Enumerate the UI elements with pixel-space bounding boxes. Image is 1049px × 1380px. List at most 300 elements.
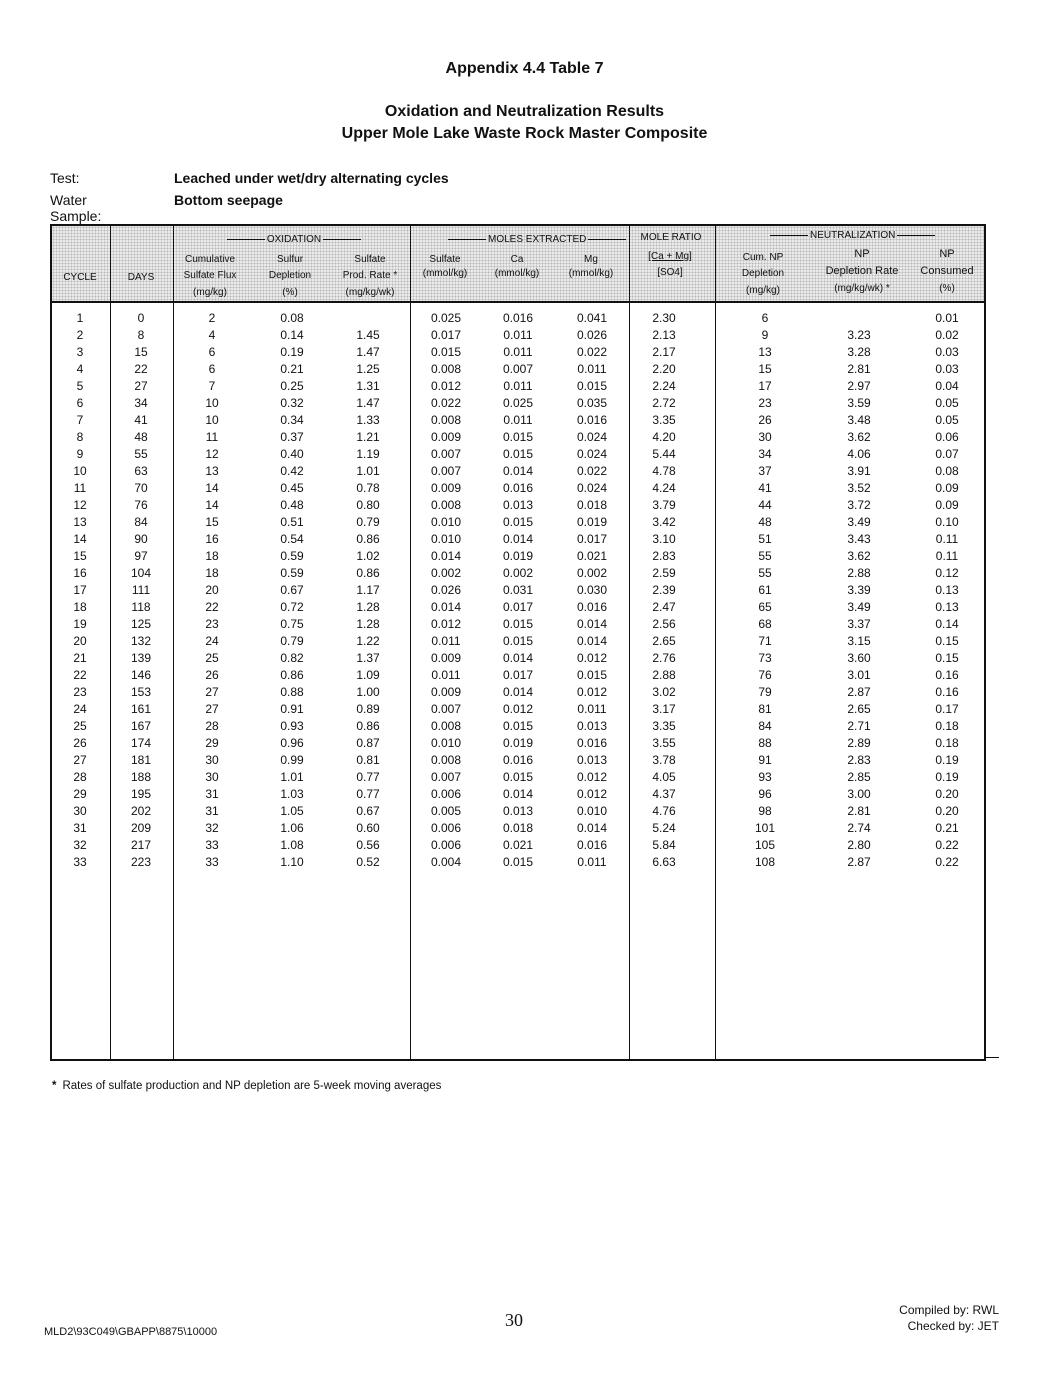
cell-cumnp: 79 [758,685,772,699]
cell-cycle: 30 [73,804,87,818]
cell-cycle: 22 [73,668,87,682]
cell-days: 8 [137,328,145,342]
cell-ca: 0.015 [502,634,534,648]
cell-so4: 0.008 [430,413,462,427]
cell-cycle: 7 [76,413,84,427]
cell-mg: 0.016 [576,838,608,852]
cell-cumnp: 44 [758,498,772,512]
cell-dep: 0.48 [280,498,304,512]
cell-so4: 0.015 [430,345,462,359]
cell-so4: 0.010 [430,532,462,546]
header-days: DAYS [127,272,155,283]
table-row [0,598,1049,615]
cell-ca: 0.018 [502,821,534,835]
cell-npcons: 0.05 [935,413,959,427]
cell-cycle: 2 [76,328,84,342]
cell-npcons: 0.09 [935,481,959,495]
cell-ca: 0.014 [502,787,534,801]
cell-rate: 0.87 [356,736,380,750]
cell-mg: 0.035 [576,396,608,410]
cell-cycle: 20 [73,634,87,648]
cell-days: 195 [130,787,152,801]
cell-dep: 0.21 [280,362,304,376]
footnote-marker: * [52,1080,57,1092]
cell-flux: 4 [208,328,216,342]
cell-dep: 0.67 [280,583,304,597]
cell-flux: 30 [205,770,219,784]
header-flux-line2: Sulfate Flux [183,270,237,281]
cell-cumnp: 48 [758,515,772,529]
header-rate-line1: Sulfate [354,254,386,265]
cell-cycle: 24 [73,702,87,716]
cell-rate: 0.89 [356,702,380,716]
cell-nprate: 2.87 [847,855,871,869]
cell-npcons: 0.05 [935,396,959,410]
cell-ca: 0.011 [503,345,533,359]
cell-nprate: 2.81 [847,362,871,376]
cell-dep: 0.91 [280,702,304,716]
cell-ratio: 4.37 [652,787,676,801]
cell-cumnp: 108 [754,855,776,869]
cell-nprate: 2.74 [847,821,871,835]
cell-npcons: 0.18 [935,736,959,750]
cell-rate: 1.19 [356,447,380,461]
cell-ratio: 2.20 [652,362,676,376]
cell-ca: 0.017 [502,668,534,682]
cell-npcons: 0.13 [935,583,959,597]
cell-cycle: 16 [73,566,87,580]
cell-mg: 0.016 [576,600,608,614]
cell-flux: 31 [205,804,219,818]
cell-mg: 0.041 [576,311,608,325]
table-row [0,530,1049,547]
header-rate-line3: (mg/kg/wk) [345,287,395,298]
cell-nprate: 2.97 [847,379,871,393]
header-nprate-line2: Depletion Rate [825,265,899,277]
table-row [0,547,1049,564]
cell-dep: 1.03 [280,787,304,801]
cell-ca: 0.025 [502,396,534,410]
table-row [0,343,1049,360]
cell-days: 139 [130,651,152,665]
cell-cumnp: 73 [758,651,772,665]
cell-npcons: 0.20 [935,804,959,818]
cell-cycle: 33 [73,855,87,869]
water-sample-value: Bottom seepage [174,192,283,208]
cell-dep: 0.19 [280,345,304,359]
cell-rate: 1.37 [356,651,380,665]
header-ratio-denominator: [SO4] [657,267,683,278]
cell-nprate: 2.88 [847,566,871,580]
cell-ca: 0.011 [503,328,533,342]
cell-cumnp: 34 [758,447,772,461]
table-row [0,496,1049,513]
cell-cycle: 21 [73,651,87,665]
cell-days: 0 [137,311,145,325]
cell-flux: 27 [205,685,219,699]
cell-dep: 0.75 [280,617,304,631]
footnote-text: Rates of sulfate production and NP depletion are 5-week moving averages [62,1080,442,1092]
cell-days: 153 [130,685,152,699]
cell-days: 84 [134,515,148,529]
cell-days: 41 [134,413,148,427]
cell-days: 223 [130,855,152,869]
cell-dep: 0.82 [280,651,304,665]
cell-npcons: 0.07 [935,447,959,461]
appendix-title: Appendix 4.4 Table 7 [445,60,604,77]
cell-flux: 28 [205,719,219,733]
cell-cycle: 17 [73,583,87,597]
file-path: MLD2\93C049\GBAPP\8875\10000 [44,1326,218,1338]
cell-ca: 0.031 [502,583,534,597]
cell-dep: 0.40 [280,447,304,461]
cell-nprate: 3.52 [847,481,871,495]
header-cumnp-line3: (mg/kg) [746,285,780,296]
cell-rate: 1.28 [356,617,380,631]
cell-ca: 0.016 [502,311,534,325]
cell-cycle: 4 [76,362,84,376]
cell-npcons: 0.21 [935,821,959,835]
cell-cumnp: 55 [758,549,772,563]
cell-so4: 0.025 [430,311,462,325]
cell-ca: 0.014 [502,532,534,546]
cell-nprate: 3.91 [847,464,871,478]
cell-cumnp: 76 [758,668,772,682]
cell-mg: 0.015 [576,379,608,393]
cell-so4: 0.007 [430,770,462,784]
cell-days: 48 [134,430,148,444]
cell-cumnp: 26 [758,413,772,427]
cell-rate: 0.56 [356,838,380,852]
table-row [0,802,1049,819]
cell-cycle: 14 [73,532,87,546]
cell-flux: 20 [205,583,219,597]
cell-days: 202 [130,804,152,818]
cell-cumnp: 93 [758,770,772,784]
cell-nprate: 3.49 [847,515,871,529]
cell-so4: 0.014 [430,549,462,563]
header-ca-line1: Ca [510,254,524,265]
cell-rate: 1.28 [356,600,380,614]
cell-ca: 0.015 [502,617,534,631]
table-row [0,819,1049,836]
table-row [0,717,1049,734]
cell-ratio: 2.83 [652,549,676,563]
cell-rate: 1.47 [356,345,380,359]
cell-so4: 0.006 [430,821,462,835]
cell-days: 97 [134,549,148,563]
cell-cumnp: 105 [754,838,776,852]
cell-dep: 0.86 [280,668,304,682]
cell-npcons: 0.16 [935,685,959,699]
cell-so4: 0.012 [430,379,462,393]
cell-npcons: 0.17 [935,702,959,716]
cell-so4: 0.004 [430,855,462,869]
cell-npcons: 0.10 [935,515,959,529]
cell-ratio: 4.05 [652,770,676,784]
cell-rate: 1.02 [356,549,380,563]
cell-flux: 6 [208,362,216,376]
cell-cumnp: 17 [758,379,772,393]
cell-npcons: 0.03 [935,362,959,376]
table-row [0,428,1049,445]
cell-flux: 27 [205,702,219,716]
cell-flux: 10 [205,413,219,427]
cell-rate: 0.77 [356,787,380,801]
cell-mg: 0.030 [576,583,608,597]
cell-cumnp: 37 [758,464,772,478]
table-row [0,615,1049,632]
cell-npcons: 0.19 [935,753,959,767]
cell-cycle: 6 [76,396,84,410]
cell-cycle: 19 [73,617,87,631]
table-row [0,666,1049,683]
cell-mg: 0.021 [576,549,608,563]
cell-flux: 31 [205,787,219,801]
moles-extracted-group-title: MOLES EXTRACTED [446,234,586,245]
cell-rate: 1.01 [356,464,380,478]
cell-rate: 0.86 [356,719,380,733]
cell-nprate: 2.89 [847,736,871,750]
header-npcons-line1: NP [939,248,955,260]
cell-mg: 0.013 [576,753,608,767]
cell-so4: 0.009 [430,481,462,495]
cell-so4: 0.011 [431,634,461,648]
cell-days: 27 [134,379,148,393]
cell-dep: 0.93 [280,719,304,733]
cell-npcons: 0.14 [935,617,959,631]
cell-flux: 23 [205,617,219,631]
cell-ca: 0.016 [502,753,534,767]
cell-cycle: 11 [73,481,87,495]
cell-ratio: 4.24 [652,481,676,495]
cell-nprate: 3.43 [847,532,871,546]
cell-ratio: 2.56 [652,617,676,631]
cell-dep: 1.06 [280,821,304,835]
cell-cycle: 3 [76,345,84,359]
cell-nprate: 3.48 [847,413,871,427]
cell-cycle: 18 [73,600,87,614]
compiled-by: Compiled by: RWL [899,1303,999,1317]
cell-so4: 0.026 [430,583,462,597]
cell-rate: 0.86 [356,532,380,546]
table-row [0,564,1049,581]
cell-so4: 0.008 [430,719,462,733]
cell-nprate: 3.39 [847,583,871,597]
cell-mg: 0.012 [576,685,608,699]
cell-ratio: 3.35 [652,719,676,733]
cell-rate: 1.21 [356,430,380,444]
cell-npcons: 0.08 [935,464,959,478]
cell-days: 76 [134,498,148,512]
cell-rate: 0.78 [356,481,380,495]
cell-cycle: 9 [76,447,84,461]
header-npcons-line3: (%) [939,283,955,294]
cell-ratio: 6.63 [652,855,676,869]
cell-mg: 0.014 [576,821,608,835]
cell-mg: 0.015 [576,668,608,682]
cell-cycle: 8 [76,430,84,444]
cell-cycle: 23 [73,685,87,699]
cell-cumnp: 23 [758,396,772,410]
cell-dep: 0.34 [280,413,304,427]
cell-cumnp: 15 [758,362,772,376]
cell-ca: 0.015 [502,855,534,869]
cell-npcons: 0.03 [935,345,959,359]
cell-ratio: 2.88 [652,668,676,682]
cell-mg: 0.024 [576,447,608,461]
cell-ratio: 2.65 [652,634,676,648]
cell-so4: 0.006 [430,787,462,801]
cell-ratio: 2.39 [652,583,676,597]
cell-npcons: 0.15 [935,651,959,665]
cell-ca: 0.014 [502,685,534,699]
cell-npcons: 0.11 [935,549,959,563]
cell-cumnp: 30 [758,430,772,444]
cell-cumnp: 41 [758,481,772,495]
cell-dep: 1.01 [280,770,304,784]
cell-days: 209 [130,821,152,835]
cell-cumnp: 84 [758,719,772,733]
table-row [0,785,1049,802]
cell-mg: 0.012 [576,770,608,784]
cell-ratio: 2.13 [652,328,676,342]
cell-flux: 12 [205,447,219,461]
cell-so4: 0.006 [430,838,462,852]
cell-cumnp: 68 [758,617,772,631]
cell-mg: 0.017 [576,532,608,546]
table-row [0,377,1049,394]
cell-so4: 0.010 [430,515,462,529]
cell-nprate: 4.06 [847,447,871,461]
cell-cumnp: 6 [761,311,769,325]
cell-ratio: 5.44 [652,447,676,461]
cell-rate: 1.17 [356,583,380,597]
header-mg-line1: Mg [584,254,598,265]
cell-cumnp: 101 [754,821,776,835]
header-mg-line2: (mmol/kg) [568,268,614,279]
cell-flux: 18 [205,549,219,563]
cell-so4: 0.011 [431,668,461,682]
cell-dep: 1.10 [280,855,304,869]
header-flux-line1: Cumulative [184,254,236,265]
cell-cumnp: 13 [758,345,772,359]
cell-nprate: 2.81 [847,804,871,818]
table-row [0,513,1049,530]
cell-ca: 0.015 [502,515,534,529]
cell-nprate: 2.71 [847,719,871,733]
cell-cumnp: 98 [758,804,772,818]
header-cumnp-line1: Cum. NP [742,252,784,263]
cell-dep: 0.42 [280,464,304,478]
cell-ratio: 3.42 [652,515,676,529]
cell-flux: 11 [205,430,219,444]
cell-ratio: 5.24 [652,821,676,835]
cell-cumnp: 96 [758,787,772,801]
cell-rate: 1.47 [356,396,380,410]
cell-rate: 0.80 [356,498,380,512]
cell-nprate: 3.60 [847,651,871,665]
table-row [0,445,1049,462]
cell-rate: 0.81 [356,753,380,767]
cell-ca: 0.015 [502,719,534,733]
cell-flux: 10 [205,396,219,410]
cell-npcons: 0.18 [935,719,959,733]
cell-rate: 1.33 [356,413,380,427]
cell-so4: 0.012 [430,617,462,631]
cell-npcons: 0.11 [935,532,959,546]
cell-ca: 0.007 [502,362,534,376]
cell-so4: 0.007 [430,702,462,716]
cell-mg: 0.013 [576,719,608,733]
cell-so4: 0.009 [430,685,462,699]
cell-days: 22 [134,362,148,376]
test-value: Leached under wet/dry alternating cycles [174,170,449,186]
cell-ca: 0.014 [502,464,534,478]
header-flux-line3: (mg/kg) [193,287,227,298]
header-sulfur-line2: Depletion [268,270,312,281]
cell-mg: 0.022 [576,464,608,478]
cell-cycle: 27 [73,753,87,767]
cell-dep: 0.25 [280,379,304,393]
cell-so4: 0.007 [430,464,462,478]
cell-dep: 0.59 [280,549,304,563]
cell-mg: 0.002 [576,566,608,580]
cell-npcons: 0.22 [935,838,959,852]
cell-days: 55 [134,447,148,461]
cell-days: 167 [130,719,152,733]
cell-cycle: 5 [76,379,84,393]
cell-mg: 0.012 [576,787,608,801]
cell-so4: 0.005 [430,804,462,818]
cell-flux: 25 [205,651,219,665]
cell-mg: 0.014 [576,634,608,648]
cell-cumnp: 71 [758,634,772,648]
oxidation-group-title: OXIDATION [224,234,364,245]
cell-dep: 0.08 [280,311,304,325]
cell-nprate: 2.87 [847,685,871,699]
cell-mg: 0.022 [576,345,608,359]
cell-cumnp: 81 [758,702,772,716]
table-subtitle-2: Upper Mole Lake Waste Rock Master Composite [341,125,708,142]
cell-cycle: 28 [73,770,87,784]
cell-nprate: 3.01 [847,668,871,682]
cell-dep: 0.51 [280,515,304,529]
cell-ratio: 3.17 [652,702,676,716]
cell-days: 125 [130,617,152,631]
table-row [0,836,1049,853]
table-row [0,700,1049,717]
header-rate-line2: Prod. Rate * [342,270,398,281]
cell-nprate: 2.80 [847,838,871,852]
cell-flux: 22 [205,600,219,614]
cell-cycle: 13 [73,515,87,529]
cell-rate: 1.22 [356,634,380,648]
cell-mg: 0.018 [576,498,608,512]
cell-nprate: 3.72 [847,498,871,512]
cell-npcons: 0.09 [935,498,959,512]
cell-ratio: 5.84 [652,838,676,852]
cell-days: 70 [134,481,148,495]
cell-mg: 0.024 [576,430,608,444]
cell-mg: 0.010 [576,804,608,818]
table-row [0,632,1049,649]
cell-dep: 0.59 [280,566,304,580]
cell-so4: 0.022 [430,396,462,410]
cell-flux: 30 [205,753,219,767]
cell-cycle: 1 [76,311,84,325]
cell-rate: 0.52 [356,855,380,869]
